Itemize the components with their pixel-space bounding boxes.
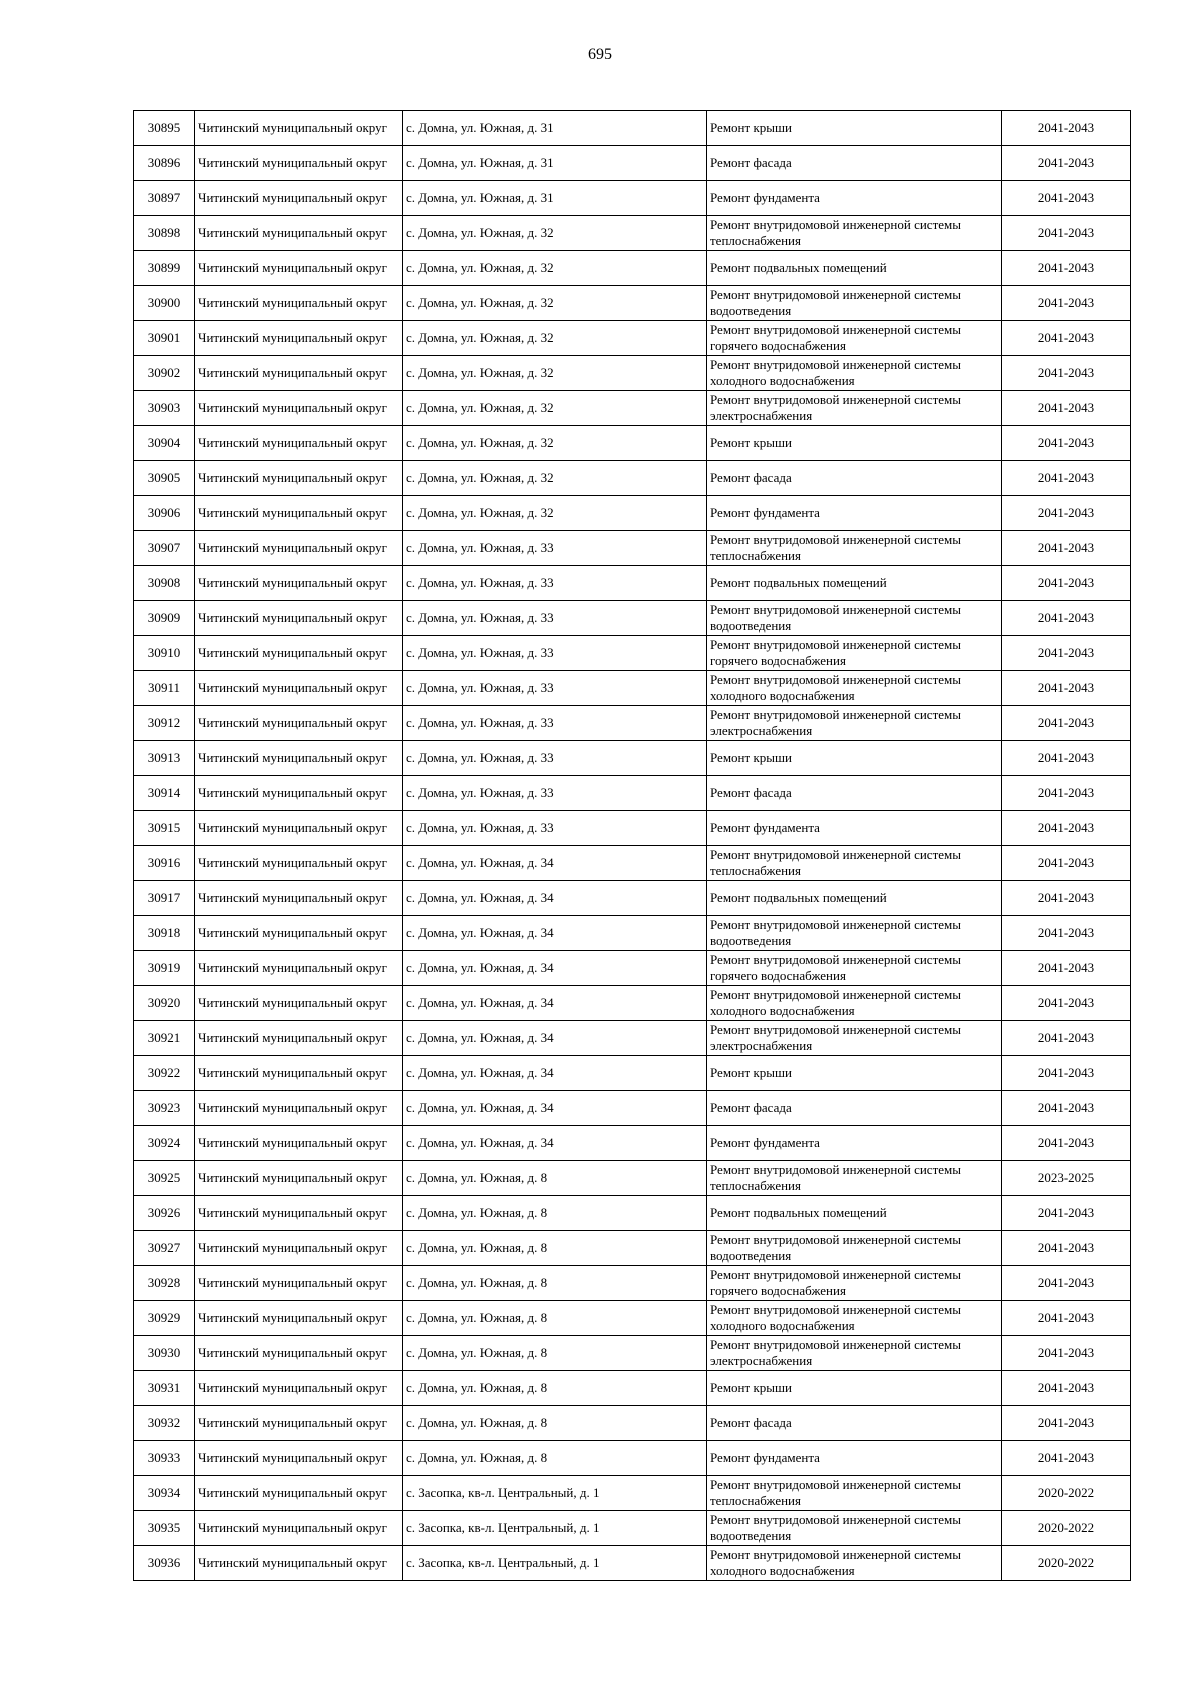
table-row: [134, 1336, 1131, 1371]
period-cell: 2041-2043: [1002, 1266, 1131, 1301]
municipality-cell: Читинский муниципальный округ: [195, 531, 403, 566]
work-type-cell: Ремонт подвальных помещений: [707, 251, 1002, 286]
table-row: [134, 1546, 1131, 1581]
row-number-cell: 30926: [134, 1196, 195, 1231]
table-row: [134, 391, 1131, 426]
page-number: 695: [588, 46, 612, 63]
table-row: [134, 881, 1131, 916]
work-type-cell: Ремонт подвальных помещений: [707, 566, 1002, 601]
address-cell: с. Засопка, кв-л. Центральный, д. 1: [403, 1546, 707, 1581]
municipality-cell: Читинский муниципальный округ: [195, 881, 403, 916]
row-number-cell: 30914: [134, 776, 195, 811]
table-row: [134, 846, 1131, 881]
row-number-cell: 30932: [134, 1406, 195, 1441]
address-cell: с. Домна, ул. Южная, д. 32: [403, 356, 707, 391]
row-number-cell: 30907: [134, 531, 195, 566]
address-cell: с. Домна, ул. Южная, д. 32: [403, 286, 707, 321]
address-cell: с. Домна, ул. Южная, д. 34: [403, 846, 707, 881]
row-number-cell: 30921: [134, 1021, 195, 1056]
row-number-cell: 30906: [134, 496, 195, 531]
row-number-cell: 30901: [134, 321, 195, 356]
period-cell: 2041-2043: [1002, 1406, 1131, 1441]
municipality-cell: Читинский муниципальный округ: [195, 1231, 403, 1266]
row-number-cell: 30903: [134, 391, 195, 426]
table-row: [134, 741, 1131, 776]
row-number-cell: 30929: [134, 1301, 195, 1336]
table-row: [134, 1126, 1131, 1161]
period-cell: 2041-2043: [1002, 111, 1131, 146]
work-type-cell: Ремонт внутридомовой инженерной системы водоотведения: [707, 286, 1002, 321]
municipality-cell: Читинский муниципальный округ: [195, 1091, 403, 1126]
address-cell: с. Домна, ул. Южная, д. 34: [403, 1021, 707, 1056]
work-type-cell: Ремонт внутридомовой инженерной системы водоотведения: [707, 1511, 1002, 1546]
row-number-cell: 30911: [134, 671, 195, 706]
municipality-cell: Читинский муниципальный округ: [195, 1301, 403, 1336]
address-cell: с. Домна, ул. Южная, д. 8: [403, 1231, 707, 1266]
table-row: [134, 286, 1131, 321]
period-cell: 2041-2043: [1002, 951, 1131, 986]
work-type-cell: Ремонт внутридомовой инженерной системы водоотведения: [707, 1231, 1002, 1266]
table-row: [134, 1266, 1131, 1301]
municipality-cell: Читинский муниципальный округ: [195, 1546, 403, 1581]
period-cell: 2041-2043: [1002, 1056, 1131, 1091]
table-row: [134, 1301, 1131, 1336]
table-row: [134, 1476, 1131, 1511]
period-cell: 2041-2043: [1002, 916, 1131, 951]
municipality-cell: Читинский муниципальный округ: [195, 1266, 403, 1301]
work-type-cell: Ремонт внутридомовой инженерной системы горячего водоснабжения: [707, 636, 1002, 671]
table-row: [134, 1231, 1131, 1266]
row-number-cell: 30913: [134, 741, 195, 776]
table-row: [134, 146, 1131, 181]
period-cell: 2020-2022: [1002, 1546, 1131, 1581]
table-row: [134, 566, 1131, 601]
work-type-cell: Ремонт внутридомовой инженерной системы холодного водоснабжения: [707, 1301, 1002, 1336]
work-type-cell: Ремонт фасада: [707, 461, 1002, 496]
municipality-cell: Читинский муниципальный округ: [195, 741, 403, 776]
row-number-cell: 30918: [134, 916, 195, 951]
address-cell: с. Засопка, кв-л. Центральный, д. 1: [403, 1476, 707, 1511]
municipality-cell: Читинский муниципальный округ: [195, 181, 403, 216]
period-cell: 2041-2043: [1002, 181, 1131, 216]
municipality-cell: Читинский муниципальный округ: [195, 1406, 403, 1441]
address-cell: с. Домна, ул. Южная, д. 8: [403, 1266, 707, 1301]
table-row: [134, 1441, 1131, 1476]
table-row: [134, 951, 1131, 986]
address-cell: с. Домна, ул. Южная, д. 32: [403, 496, 707, 531]
work-type-cell: Ремонт внутридомовой инженерной системы электроснабжения: [707, 391, 1002, 426]
work-type-cell: Ремонт крыши: [707, 426, 1002, 461]
period-cell: 2041-2043: [1002, 881, 1131, 916]
period-cell: 2041-2043: [1002, 1371, 1131, 1406]
row-number-cell: 30915: [134, 811, 195, 846]
municipality-cell: Читинский муниципальный округ: [195, 776, 403, 811]
address-cell: с. Домна, ул. Южная, д. 8: [403, 1406, 707, 1441]
address-cell: с. Засопка, кв-л. Центральный, д. 1: [403, 1511, 707, 1546]
address-cell: с. Домна, ул. Южная, д. 34: [403, 916, 707, 951]
period-cell: 2041-2043: [1002, 391, 1131, 426]
period-cell: 2041-2043: [1002, 321, 1131, 356]
work-type-cell: Ремонт внутридомовой инженерной системы теплоснабжения: [707, 216, 1002, 251]
municipality-cell: Читинский муниципальный округ: [195, 111, 403, 146]
work-type-cell: Ремонт внутридомовой инженерной системы теплоснабжения: [707, 1476, 1002, 1511]
period-cell: 2041-2043: [1002, 706, 1131, 741]
row-number-cell: 30917: [134, 881, 195, 916]
work-type-cell: Ремонт внутридомовой инженерной системы электроснабжения: [707, 1336, 1002, 1371]
row-number-cell: 30935: [134, 1511, 195, 1546]
municipality-cell: Читинский муниципальный округ: [195, 1371, 403, 1406]
period-cell: 2041-2043: [1002, 251, 1131, 286]
work-type-cell: Ремонт фундамента: [707, 181, 1002, 216]
row-number-cell: 30936: [134, 1546, 195, 1581]
municipality-cell: Читинский муниципальный округ: [195, 601, 403, 636]
row-number-cell: 30924: [134, 1126, 195, 1161]
row-number-cell: 30896: [134, 146, 195, 181]
period-cell: 2041-2043: [1002, 1196, 1131, 1231]
row-number-cell: 30909: [134, 601, 195, 636]
row-number-cell: 30927: [134, 1231, 195, 1266]
work-type-cell: Ремонт внутридомовой инженерной системы холодного водоснабжения: [707, 986, 1002, 1021]
work-type-cell: Ремонт подвальных помещений: [707, 1196, 1002, 1231]
municipality-cell: Читинский муниципальный округ: [195, 461, 403, 496]
period-cell: 2041-2043: [1002, 1021, 1131, 1056]
period-cell: 2041-2043: [1002, 496, 1131, 531]
table-row: [134, 111, 1131, 146]
table-row: [134, 1406, 1131, 1441]
row-number-cell: 30916: [134, 846, 195, 881]
table-row: [134, 496, 1131, 531]
work-type-cell: Ремонт внутридомовой инженерной системы горячего водоснабжения: [707, 321, 1002, 356]
row-number-cell: 30899: [134, 251, 195, 286]
table-row: [134, 1091, 1131, 1126]
address-cell: с. Домна, ул. Южная, д. 34: [403, 1091, 707, 1126]
address-cell: с. Домна, ул. Южная, д. 33: [403, 636, 707, 671]
period-cell: 2041-2043: [1002, 426, 1131, 461]
table-row: [134, 1196, 1131, 1231]
period-cell: 2041-2043: [1002, 741, 1131, 776]
municipality-cell: Читинский муниципальный округ: [195, 671, 403, 706]
table-body: [134, 111, 1131, 1581]
address-cell: с. Домна, ул. Южная, д. 31: [403, 146, 707, 181]
table-row: [134, 811, 1131, 846]
municipality-cell: Читинский муниципальный округ: [195, 951, 403, 986]
table-row: [134, 706, 1131, 741]
row-number-cell: 30930: [134, 1336, 195, 1371]
repair-schedule-table: [133, 110, 1131, 1581]
row-number-cell: 30923: [134, 1091, 195, 1126]
row-number-cell: 30910: [134, 636, 195, 671]
period-cell: 2041-2043: [1002, 1336, 1131, 1371]
address-cell: с. Домна, ул. Южная, д. 34: [403, 1126, 707, 1161]
work-type-cell: Ремонт фундамента: [707, 496, 1002, 531]
address-cell: с. Домна, ул. Южная, д. 33: [403, 671, 707, 706]
period-cell: 2041-2043: [1002, 146, 1131, 181]
work-type-cell: Ремонт фасада: [707, 776, 1002, 811]
period-cell: 2041-2043: [1002, 356, 1131, 391]
table-row: [134, 916, 1131, 951]
period-cell: 2041-2043: [1002, 1301, 1131, 1336]
address-cell: с. Домна, ул. Южная, д. 33: [403, 601, 707, 636]
municipality-cell: Читинский муниципальный округ: [195, 251, 403, 286]
address-cell: с. Домна, ул. Южная, д. 31: [403, 181, 707, 216]
work-type-cell: Ремонт внутридомовой инженерной системы электроснабжения: [707, 1021, 1002, 1056]
work-type-cell: Ремонт крыши: [707, 111, 1002, 146]
table-row: [134, 986, 1131, 1021]
address-cell: с. Домна, ул. Южная, д. 33: [403, 811, 707, 846]
address-cell: с. Домна, ул. Южная, д. 31: [403, 111, 707, 146]
period-cell: 2041-2043: [1002, 776, 1131, 811]
work-type-cell: Ремонт крыши: [707, 1371, 1002, 1406]
municipality-cell: Читинский муниципальный округ: [195, 811, 403, 846]
table-row: [134, 426, 1131, 461]
work-type-cell: Ремонт внутридомовой инженерной системы теплоснабжения: [707, 1161, 1002, 1196]
municipality-cell: Читинский муниципальный округ: [195, 286, 403, 321]
address-cell: с. Домна, ул. Южная, д. 32: [403, 426, 707, 461]
municipality-cell: Читинский муниципальный округ: [195, 146, 403, 181]
row-number-cell: 30934: [134, 1476, 195, 1511]
municipality-cell: Читинский муниципальный округ: [195, 321, 403, 356]
address-cell: с. Домна, ул. Южная, д. 33: [403, 741, 707, 776]
row-number-cell: 30902: [134, 356, 195, 391]
row-number-cell: 30898: [134, 216, 195, 251]
municipality-cell: Читинский муниципальный округ: [195, 391, 403, 426]
address-cell: с. Домна, ул. Южная, д. 8: [403, 1371, 707, 1406]
address-cell: с. Домна, ул. Южная, д. 34: [403, 951, 707, 986]
period-cell: 2041-2043: [1002, 286, 1131, 321]
table-row: [134, 1056, 1131, 1091]
table-row: [134, 356, 1131, 391]
row-number-cell: 30908: [134, 566, 195, 601]
address-cell: с. Домна, ул. Южная, д. 34: [403, 986, 707, 1021]
period-cell: 2041-2043: [1002, 461, 1131, 496]
row-number-cell: 30919: [134, 951, 195, 986]
work-type-cell: Ремонт внутридомовой инженерной системы теплоснабжения: [707, 846, 1002, 881]
period-cell: 2041-2043: [1002, 811, 1131, 846]
table-row: [134, 461, 1131, 496]
row-number-cell: 30922: [134, 1056, 195, 1091]
period-cell: 2041-2043: [1002, 846, 1131, 881]
table-row: [134, 601, 1131, 636]
table-row: [134, 1021, 1131, 1056]
table-row: [134, 671, 1131, 706]
municipality-cell: Читинский муниципальный округ: [195, 916, 403, 951]
work-type-cell: Ремонт крыши: [707, 1056, 1002, 1091]
row-number-cell: 30897: [134, 181, 195, 216]
period-cell: 2041-2043: [1002, 1126, 1131, 1161]
municipality-cell: Читинский муниципальный округ: [195, 356, 403, 391]
address-cell: с. Домна, ул. Южная, д. 33: [403, 531, 707, 566]
row-number-cell: 30904: [134, 426, 195, 461]
work-type-cell: Ремонт фасада: [707, 1406, 1002, 1441]
municipality-cell: Читинский муниципальный округ: [195, 986, 403, 1021]
municipality-cell: Читинский муниципальный округ: [195, 1196, 403, 1231]
municipality-cell: Читинский муниципальный округ: [195, 706, 403, 741]
period-cell: 2023-2025: [1002, 1161, 1131, 1196]
table-row: [134, 1511, 1131, 1546]
period-cell: 2041-2043: [1002, 636, 1131, 671]
period-cell: 2041-2043: [1002, 986, 1131, 1021]
period-cell: 2041-2043: [1002, 531, 1131, 566]
work-type-cell: Ремонт фундамента: [707, 811, 1002, 846]
table-row: [134, 181, 1131, 216]
address-cell: с. Домна, ул. Южная, д. 32: [403, 216, 707, 251]
row-number-cell: 30931: [134, 1371, 195, 1406]
row-number-cell: 30920: [134, 986, 195, 1021]
municipality-cell: Читинский муниципальный округ: [195, 1126, 403, 1161]
period-cell: 2020-2022: [1002, 1511, 1131, 1546]
row-number-cell: 30905: [134, 461, 195, 496]
municipality-cell: Читинский муниципальный округ: [195, 1441, 403, 1476]
work-type-cell: Ремонт фундамента: [707, 1126, 1002, 1161]
work-type-cell: Ремонт фасада: [707, 146, 1002, 181]
row-number-cell: 30925: [134, 1161, 195, 1196]
work-type-cell: Ремонт фундамента: [707, 1441, 1002, 1476]
municipality-cell: Читинский муниципальный округ: [195, 1021, 403, 1056]
work-type-cell: Ремонт внутридомовой инженерной системы горячего водоснабжения: [707, 951, 1002, 986]
address-cell: с. Домна, ул. Южная, д. 8: [403, 1336, 707, 1371]
work-type-cell: Ремонт крыши: [707, 741, 1002, 776]
period-cell: 2041-2043: [1002, 1231, 1131, 1266]
address-cell: с. Домна, ул. Южная, д. 8: [403, 1196, 707, 1231]
table-row: [134, 636, 1131, 671]
work-type-cell: Ремонт внутридомовой инженерной системы теплоснабжения: [707, 531, 1002, 566]
municipality-cell: Читинский муниципальный округ: [195, 1336, 403, 1371]
address-cell: с. Домна, ул. Южная, д. 32: [403, 321, 707, 356]
municipality-cell: Читинский муниципальный округ: [195, 1476, 403, 1511]
municipality-cell: Читинский муниципальный округ: [195, 566, 403, 601]
table-row: [134, 1161, 1131, 1196]
municipality-cell: Читинский муниципальный округ: [195, 496, 403, 531]
municipality-cell: Читинский муниципальный округ: [195, 426, 403, 461]
table-row: [134, 321, 1131, 356]
row-number-cell: 30933: [134, 1441, 195, 1476]
work-type-cell: Ремонт внутридомовой инженерной системы горячего водоснабжения: [707, 1266, 1002, 1301]
municipality-cell: Читинский муниципальный округ: [195, 846, 403, 881]
period-cell: 2041-2043: [1002, 566, 1131, 601]
address-cell: с. Домна, ул. Южная, д. 8: [403, 1301, 707, 1336]
work-type-cell: Ремонт внутридомовой инженерной системы холодного водоснабжения: [707, 356, 1002, 391]
work-type-cell: Ремонт внутридомовой инженерной системы водоотведения: [707, 601, 1002, 636]
address-cell: с. Домна, ул. Южная, д. 8: [403, 1441, 707, 1476]
work-type-cell: Ремонт внутридомовой инженерной системы электроснабжения: [707, 706, 1002, 741]
municipality-cell: Читинский муниципальный округ: [195, 1161, 403, 1196]
address-cell: с. Домна, ул. Южная, д. 32: [403, 251, 707, 286]
period-cell: 2041-2043: [1002, 216, 1131, 251]
period-cell: 2041-2043: [1002, 671, 1131, 706]
address-cell: с. Домна, ул. Южная, д. 34: [403, 881, 707, 916]
municipality-cell: Читинский муниципальный округ: [195, 216, 403, 251]
row-number-cell: 30895: [134, 111, 195, 146]
table-row: [134, 776, 1131, 811]
work-type-cell: Ремонт подвальных помещений: [707, 881, 1002, 916]
address-cell: с. Домна, ул. Южная, д. 33: [403, 706, 707, 741]
work-type-cell: Ремонт внутридомовой инженерной системы холодного водоснабжения: [707, 1546, 1002, 1581]
period-cell: 2041-2043: [1002, 1441, 1131, 1476]
row-number-cell: 30900: [134, 286, 195, 321]
work-type-cell: Ремонт внутридомовой инженерной системы водоотведения: [707, 916, 1002, 951]
work-type-cell: Ремонт фасада: [707, 1091, 1002, 1126]
table-row: [134, 251, 1131, 286]
address-cell: с. Домна, ул. Южная, д. 33: [403, 566, 707, 601]
municipality-cell: Читинский муниципальный округ: [195, 636, 403, 671]
table-row: [134, 531, 1131, 566]
row-number-cell: 30912: [134, 706, 195, 741]
period-cell: 2041-2043: [1002, 601, 1131, 636]
table-row: [134, 216, 1131, 251]
municipality-cell: Читинский муниципальный округ: [195, 1511, 403, 1546]
address-cell: с. Домна, ул. Южная, д. 8: [403, 1161, 707, 1196]
address-cell: с. Домна, ул. Южная, д. 33: [403, 776, 707, 811]
municipality-cell: Читинский муниципальный округ: [195, 1056, 403, 1091]
period-cell: 2041-2043: [1002, 1091, 1131, 1126]
row-number-cell: 30928: [134, 1266, 195, 1301]
address-cell: с. Домна, ул. Южная, д. 32: [403, 391, 707, 426]
address-cell: с. Домна, ул. Южная, д. 32: [403, 461, 707, 496]
period-cell: 2020-2022: [1002, 1476, 1131, 1511]
address-cell: с. Домна, ул. Южная, д. 34: [403, 1056, 707, 1091]
table-row: [134, 1371, 1131, 1406]
work-type-cell: Ремонт внутридомовой инженерной системы холодного водоснабжения: [707, 671, 1002, 706]
